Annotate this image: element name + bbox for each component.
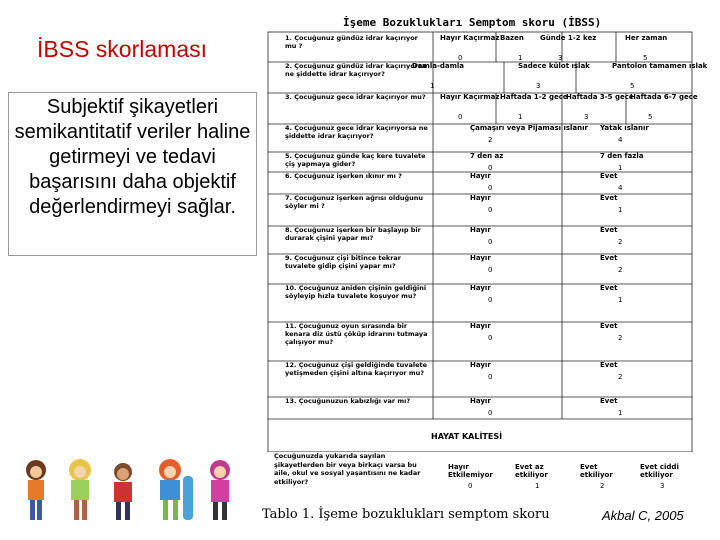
child-figure-1 (26, 460, 46, 520)
answer-score: 2 (488, 136, 493, 144)
table-caption: Tablo 1. İşeme bozuklukları semptom skoru (262, 507, 550, 522)
question-text: 6. Çocuğunuz işerken ıkınır mı ? (285, 172, 402, 180)
child-figure-2 (69, 459, 91, 520)
question-text: 3. Çocuğunuz gece idrar kaçırıyor mu? (285, 93, 426, 101)
answer-score: 1 (430, 82, 435, 90)
answer-score: 3 (536, 82, 541, 90)
answer-score: 2 (618, 266, 623, 274)
hayat-option: Hayır Etkilemiyor (448, 463, 493, 479)
question-text: 9. Çocuğunuz çişi bitince tekrar tuvalete gidip çişini yapar mı? (285, 254, 401, 270)
answer-score: 0 (488, 409, 493, 417)
answer-option: Evet (600, 322, 618, 330)
slide-title: İBSS skorlaması (37, 36, 207, 62)
answer-option: 7 den fazla (600, 152, 644, 160)
answer-option: Her zaman (625, 34, 668, 42)
answer-option: Evet (600, 361, 618, 369)
answer-option: Hayır Kaçırmaz (440, 34, 500, 42)
answer-option: Hayır (470, 397, 491, 405)
answer-option: 7 den az (470, 152, 504, 160)
answer-score: 1 (518, 54, 523, 62)
answer-option: Hayır (470, 254, 491, 262)
answer-score: 5 (630, 82, 635, 90)
answer-score: 1 (618, 296, 623, 304)
question-text: 7. Çocuğunuz işerken ağrısı olduğunu söyler mi ? (285, 194, 424, 210)
answer-option: Haftada 1-2 gece (500, 93, 568, 101)
answer-option: Haftada 3-5 gece (566, 93, 634, 101)
answer-score: 0 (488, 266, 493, 274)
answer-option: Hayır (470, 226, 491, 234)
answer-score: 2 (618, 334, 623, 342)
answer-score: 1 (618, 206, 623, 214)
answer-option: Evet (600, 226, 618, 234)
answer-score: 0 (458, 54, 463, 62)
hayat-question: Çocuğunuzda yukarıda sayılan şikayetlerden bir veya birkaçı varsa bu aile, okul ve sosyal yaşantısını ne kadar etkiliyor? (274, 452, 421, 486)
answer-option: Yatak ıslanır (600, 124, 649, 132)
question-text: 5. Çocuğunuz günde kaç kere tuvalete çiş yapmaya gider? (285, 152, 426, 168)
answer-score: 0 (488, 184, 493, 192)
answer-score: 4 (618, 136, 623, 144)
answer-score: 0 (488, 296, 493, 304)
citation: Akbal C, 2005 (602, 508, 684, 523)
child-figure-5 (210, 460, 230, 520)
answer-option: Bazen (500, 34, 524, 42)
answer-score: 2 (618, 373, 623, 381)
answer-score: 1 (518, 113, 523, 121)
answer-option: Hayır (470, 361, 491, 369)
answer-option: Günde 1-2 kez (540, 34, 597, 42)
answer-score: 0 (488, 373, 493, 381)
answer-score: 3 (558, 54, 563, 62)
question-text: 2. Çocuğunuz gündüz idrar kaçırıyorsa ne şiddette idrar kaçırıyor? (285, 62, 427, 78)
question-text: 11. Çocuğunuz oyun sırasında bir kenara diz üstü çöküp idrarını tutmaya çalışıyor mu? (285, 322, 428, 346)
hayat-title: HAYAT KALİTESİ (431, 432, 503, 441)
answer-score: 1 (618, 409, 623, 417)
answer-option: Sadece külot ıslak (518, 62, 590, 70)
answer-option: Hayır (470, 322, 491, 330)
answer-option: Evet (600, 194, 618, 202)
question-text: 13. Çocuğunuzun kabızlığı var mı? (285, 397, 411, 405)
question-text: 4. Çocuğunuz gece idrar kaçırıyorsa ne şiddette idrar kaçırıyor? (285, 124, 428, 140)
hayat-option: Evet az etkiliyor (515, 463, 548, 479)
question-text: 10. Çocuğunuz aniden çişinin geldiğini söyleyip hızla tuvalete koşuyor mu? (285, 284, 427, 300)
answer-option: Hayır (470, 194, 491, 202)
answer-score: 0 (488, 334, 493, 342)
question-text: 12. Çocuğunuz çişi geldiğinde tuvalete yetişmeden çişini altına kaçırıyor mu? (285, 361, 428, 377)
answer-score: 3 (584, 113, 589, 121)
answer-score: 0 (488, 206, 493, 214)
answer-option: Evet (600, 397, 618, 405)
answer-option: Çamaşırı veya Pijaması ıslanır (470, 124, 588, 132)
answer-option: Hayır Kaçırmaz (440, 93, 500, 101)
question-text: 1. Çocuğunuz gündüz idrar kaçırıyor mu ? (285, 34, 418, 50)
answer-score: 0 (488, 164, 493, 172)
answer-score: 4 (618, 184, 623, 192)
question-text: 8. Çocuğunuz işerken bir başlayıp bir durarak çişini yapar mı? (285, 226, 421, 242)
answer-option: Evet (600, 284, 618, 292)
answer-score: 0 (458, 113, 463, 121)
description-box: Subjektif şikayetleri semikantitatif veriler haline getirmeyi ve tedavi başarısını daha objektif değerlendirmeyi sağlar. (8, 92, 257, 256)
child-figure-4 (159, 459, 193, 520)
hayat-option: Evet etkiliyor (580, 463, 613, 479)
table-title: İşeme Bozuklukları Semptom skoru (İBSS) (343, 16, 602, 29)
hayat-score: 1 (535, 482, 540, 490)
children-illustration (18, 456, 248, 526)
answer-score: 0 (488, 238, 493, 246)
hayat-score: 2 (600, 482, 605, 490)
hayat-score: 3 (660, 482, 665, 490)
answer-option: Pantolon tamamen ıslak (612, 62, 708, 70)
answer-score: 1 (618, 164, 623, 172)
answer-score: 2 (618, 238, 623, 246)
answer-score: 5 (648, 113, 653, 121)
answer-option: Evet (600, 254, 618, 262)
answer-option: Damla-damla (412, 62, 465, 70)
answer-option: Evet (600, 172, 618, 180)
answer-option: Hayır (470, 172, 491, 180)
hayat-score: 0 (468, 482, 473, 490)
child-figure-3 (114, 463, 132, 520)
answer-option: Hayır (470, 284, 491, 292)
answer-score: 5 (643, 54, 648, 62)
answer-option: Haftada 6-7 gece (630, 93, 698, 101)
hayat-option: Evet ciddi etkiliyor (640, 463, 679, 479)
